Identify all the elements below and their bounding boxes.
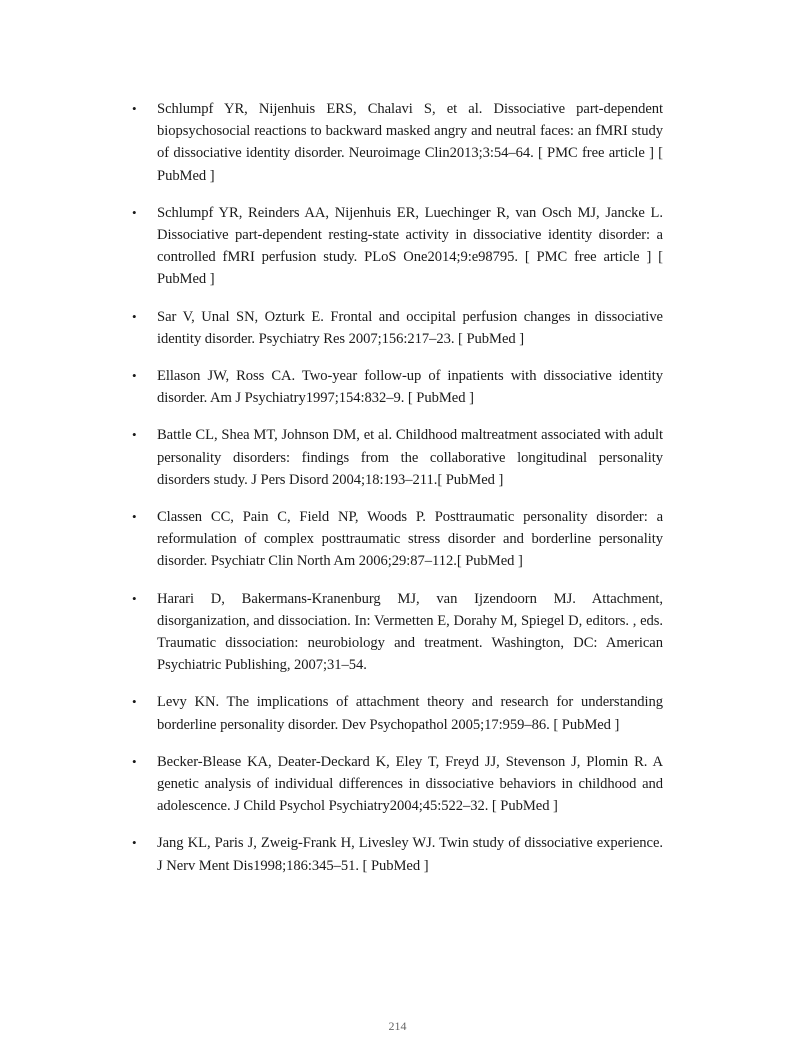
reference-item: • Harari D, Bakermans-Kranenburg MJ, van Ijzendoorn MJ. Attachment, disorganization, and dissociation. In: Vermetten E, Dorahy M, Spiegel D, editors. , eds. Traumatic dissociation: neurobiology and treatment. Washington, DC: American Psychiatric Publishing, 2007;31–54. [157, 588, 663, 677]
reference-item: • Battle CL, Shea MT, Johnson DM, et al. Childhood maltreatment associated with adult personality disorders: findings from the collaborative longitudinal personality disorders study. J Pers Disord 2004;18:193–211.[ PubMed ] [157, 424, 663, 491]
page-number: 214 [388, 1019, 407, 1033]
reference-item: • Schlumpf YR, Reinders AA, Nijenhuis ER, Luechinger R, van Osch MJ, Jancke L. Dissociative part-dependent resting-state activity in dissociative identity disorder: a controlled fMRI perfusion study. PLoS One2014;9:e98795. [ PMC free article ] [ PubMed ] [157, 202, 663, 291]
reference-item: • Ellason JW, Ross CA. Two-year follow-up of inpatients with dissociative identity disorder. Am J Psychiatry1997;154:832–9. [ PubMed ] [157, 365, 663, 409]
reference-item: • Becker-Blease KA, Deater-Deckard K, Eley T, Freyd JJ, Stevenson J, Plomin R. A genetic analysis of individual differences in dissociative behaviors in childhood and adolescence. J Child Psychol Psychiatry2004;45:522–32. [ PubMed ] [157, 751, 663, 818]
reference-item: • Levy KN. The implications of attachment theory and research for understanding borderline personality disorder. Dev Psychopathol 2005;17:959–86. [ PubMed ] [157, 691, 663, 735]
reference-item: • Jang KL, Paris J, Zweig-Frank H, Livesley WJ. Twin study of dissociative experience. J Nerv Ment Dis1998;186:345–51. [ PubMed ] [157, 832, 663, 876]
reference-item: • Schlumpf YR, Nijenhuis ERS, Chalavi S, et al. Dissociative part-dependent biopsychosocial reactions to backward masked angry and neutral faces: an fMRI study of dissociative identity disorder. Neuroimage Clin2013;3:54–64. [ PMC free article ] [ PubMed ] [157, 98, 663, 187]
reference-item: • Sar V, Unal SN, Ozturk E. Frontal and occipital perfusion changes in dissociative identity disorder. Psychiatry Res 2007;156:217–23. [ PubMed ] [157, 306, 663, 350]
reference-list [157, 98, 663, 892]
reference-item: • Classen CC, Pain C, Field NP, Woods P. Posttraumatic personality disorder: a reformulation of complex posttraumatic stress disorder and borderline personality disorder. Psychiatr Clin North Am 2006;29:87–112.[ PubMed ] [157, 506, 663, 573]
